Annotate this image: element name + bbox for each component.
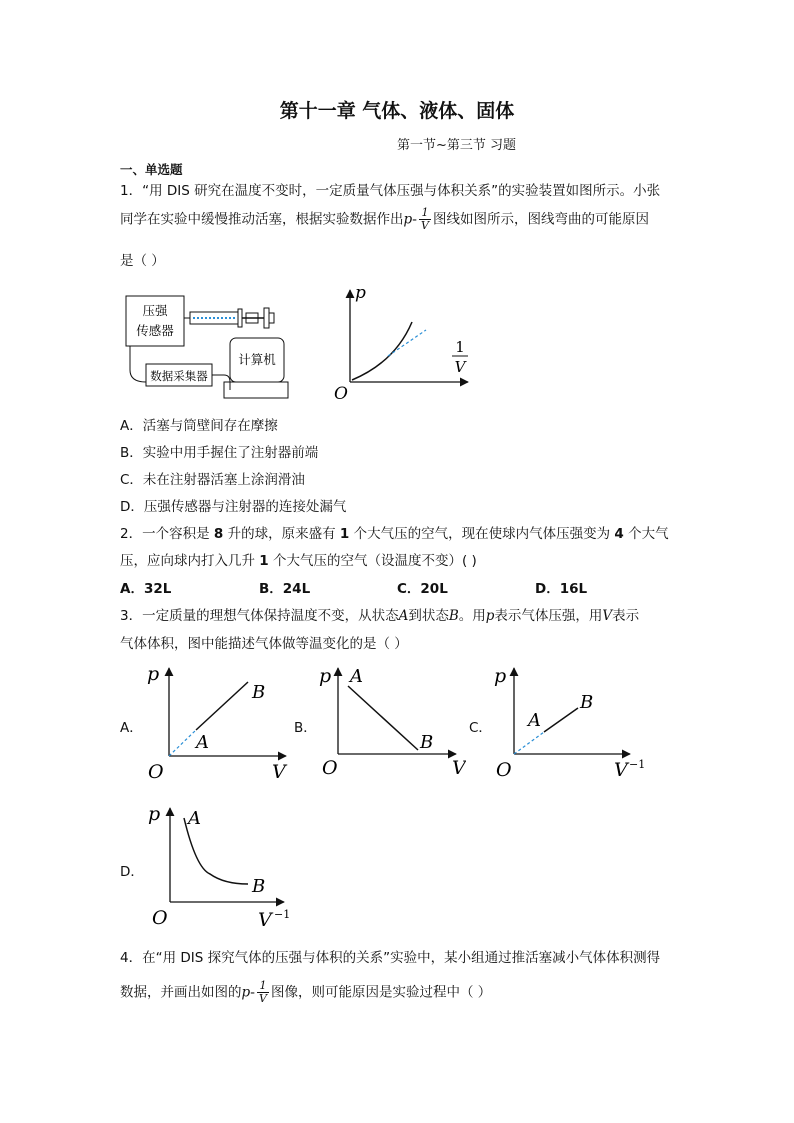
graph-c-label-a: A [528, 710, 541, 731]
graph-b-origin: O [322, 757, 338, 779]
q3-option-b-label[interactable]: B． [294, 720, 317, 736]
q1-line1: 1．“用 DIS 研究在温度不变时，一定质量气体压强与体积关系”的实验装置如图所示。小张 [120, 183, 661, 199]
q2-line1-mid2: 个大气压的空气，现在使球内气体压强变为 [349, 526, 615, 542]
q2-line2 [120, 549, 477, 569]
q1-line3: 是（ ） [120, 253, 165, 269]
q1-option-d[interactable]: D．压强传感器与注射器的连接处漏气 [120, 499, 347, 515]
q2-option-c[interactable]: C．20L [397, 581, 448, 597]
graph-a-p: p [147, 663, 160, 685]
sensor-label-2: 传感器 [136, 323, 174, 338]
graph-a-line [196, 682, 248, 730]
q3-line1-mid: 到状态 [408, 608, 449, 624]
graph-d-label-b: B [252, 876, 266, 897]
q1-line2 [120, 207, 649, 232]
q3-state-a: A [398, 608, 409, 624]
q1-dash: - [412, 211, 418, 228]
q3-option-c-label[interactable]: C． [469, 720, 492, 736]
q3-line1-pre: 3．一定质量的理想气体保持温度不变，从状态 [120, 608, 399, 624]
q1-frac-num: 1 [419, 207, 431, 220]
q2-n2: 1 [339, 526, 350, 542]
q3-option-d-label[interactable]: D． [120, 864, 144, 880]
q1-option-b[interactable]: B．实验中用手握住了注射器前端 [120, 445, 319, 461]
q4-line2-pre: 数据，并画出如图的 [120, 984, 242, 1001]
sensor-label-1: 压强 [142, 303, 168, 318]
q2-n1: 8 [213, 526, 224, 542]
graph-c-v: V [614, 759, 628, 781]
q4-line1: 4．在“用 DIS 探究气体的压强与体积的关系”实验中，某小组通过推活塞减小气体体积测得 [120, 950, 661, 966]
q1-graph-x-den: V [454, 358, 466, 376]
q1-option-c[interactable]: C．未在注射器活塞上涂润滑油 [120, 472, 305, 488]
q2-option-d[interactable]: D．16L [535, 581, 588, 597]
graph-b-v: V [452, 757, 466, 779]
graph-b-label-b: B [420, 732, 434, 753]
q1-fraction [419, 207, 431, 232]
q4-line2-post: 图像，则可能原因是实验过程中（ ） [270, 984, 492, 1001]
graph-b-line [348, 686, 418, 750]
q3-graph-b[interactable] [316, 658, 466, 784]
apparatus-figure [118, 290, 298, 405]
page-title: 第十一章 气体、液体、固体 [279, 100, 515, 122]
graph-c-sup: −1 [629, 758, 646, 771]
graph-c-origin: O [496, 759, 512, 781]
q3-graph-a[interactable] [144, 658, 294, 784]
graph-d-p: p [148, 803, 161, 825]
q2-option-b[interactable]: B．24L [259, 581, 311, 597]
q2-line1-pre: 2．一个容积是 [120, 526, 214, 542]
q1-graph-p: p [355, 283, 366, 303]
q2-n3: 4 [614, 526, 624, 542]
q2-option-a[interactable]: A．32L [120, 581, 172, 597]
q3-line1-post: 表示 [612, 608, 640, 624]
q1-option-a[interactable]: A．活塞与筒壁间存在摩擦 [120, 418, 278, 434]
graph-d-v: V [258, 909, 272, 930]
section-heading: 一、单选题 [120, 162, 183, 177]
q3-line1-mid3: 表示气体压强，用 [494, 608, 603, 624]
graph-a-v: V [272, 761, 286, 783]
q1-line2-pre: 同学在实验中缓慢推动活塞，根据实验数据作出 [120, 211, 404, 228]
q1-frac-den: V [421, 219, 429, 232]
q2-line1-post: 个大气 [623, 526, 669, 542]
computer-base [224, 382, 288, 398]
q3-graph-c[interactable] [490, 658, 650, 784]
q4-fraction [257, 980, 269, 1005]
computer-label: 计算机 [238, 352, 276, 367]
q1-graph-x-num: 1 [455, 338, 465, 356]
q2-line2-post: 个大气压的空气（设温度不变）( ) [268, 553, 477, 569]
q4-p-symbol: p [241, 984, 251, 1001]
q3-option-a-label[interactable]: A． [120, 720, 143, 736]
graph-d-sup: −1 [274, 908, 291, 921]
q3-sym-v: V [602, 608, 613, 624]
q4-frac-den: V [259, 992, 267, 1005]
q4-line2 [120, 980, 491, 1005]
q3-line1-mid2: 。用 [458, 608, 486, 624]
graph-a-label-a: A [196, 732, 209, 753]
graph-d-label-a: A [188, 808, 201, 829]
q1-curve [352, 322, 412, 380]
q2-line1-mid: 升的球，原来盛有 [223, 526, 340, 542]
q4-dash: - [250, 984, 256, 1001]
q2-line2-pre: 压，应向球内打入几升 [120, 553, 260, 569]
q1-graph-origin: O [334, 384, 348, 404]
graph-b-label-a: A [350, 666, 363, 687]
q3-state-b: B [448, 608, 459, 624]
q1-line2-post: 图线如图所示，图线弯曲的可能原因 [432, 211, 649, 228]
q2-line2-n1: 1 [259, 553, 269, 569]
q2-line1 [120, 522, 669, 542]
graph-a-label-b: B [252, 682, 266, 703]
graph-c-line [544, 708, 578, 732]
q3-line2: 气体体积，图中能描述气体做等温变化的是（ ） [120, 636, 408, 652]
graph-a-origin: O [148, 761, 164, 783]
q1-graph [330, 282, 480, 404]
q1-dashed-tangent [388, 330, 426, 356]
graph-c-p: p [494, 665, 507, 687]
graph-c-label-b: B [580, 692, 594, 713]
page-subtitle: 第一节~第三节 习题 [397, 138, 517, 153]
graph-b-p: p [319, 665, 332, 687]
q1-p-symbol: p [403, 211, 413, 228]
collector-label: 数据采集器 [150, 369, 208, 383]
q4-frac-num: 1 [257, 980, 269, 993]
q3-sym-p: p [485, 608, 495, 624]
q3-graph-d[interactable] [144, 798, 304, 930]
q3-line1 [120, 604, 639, 624]
graph-d-origin: O [152, 907, 168, 929]
